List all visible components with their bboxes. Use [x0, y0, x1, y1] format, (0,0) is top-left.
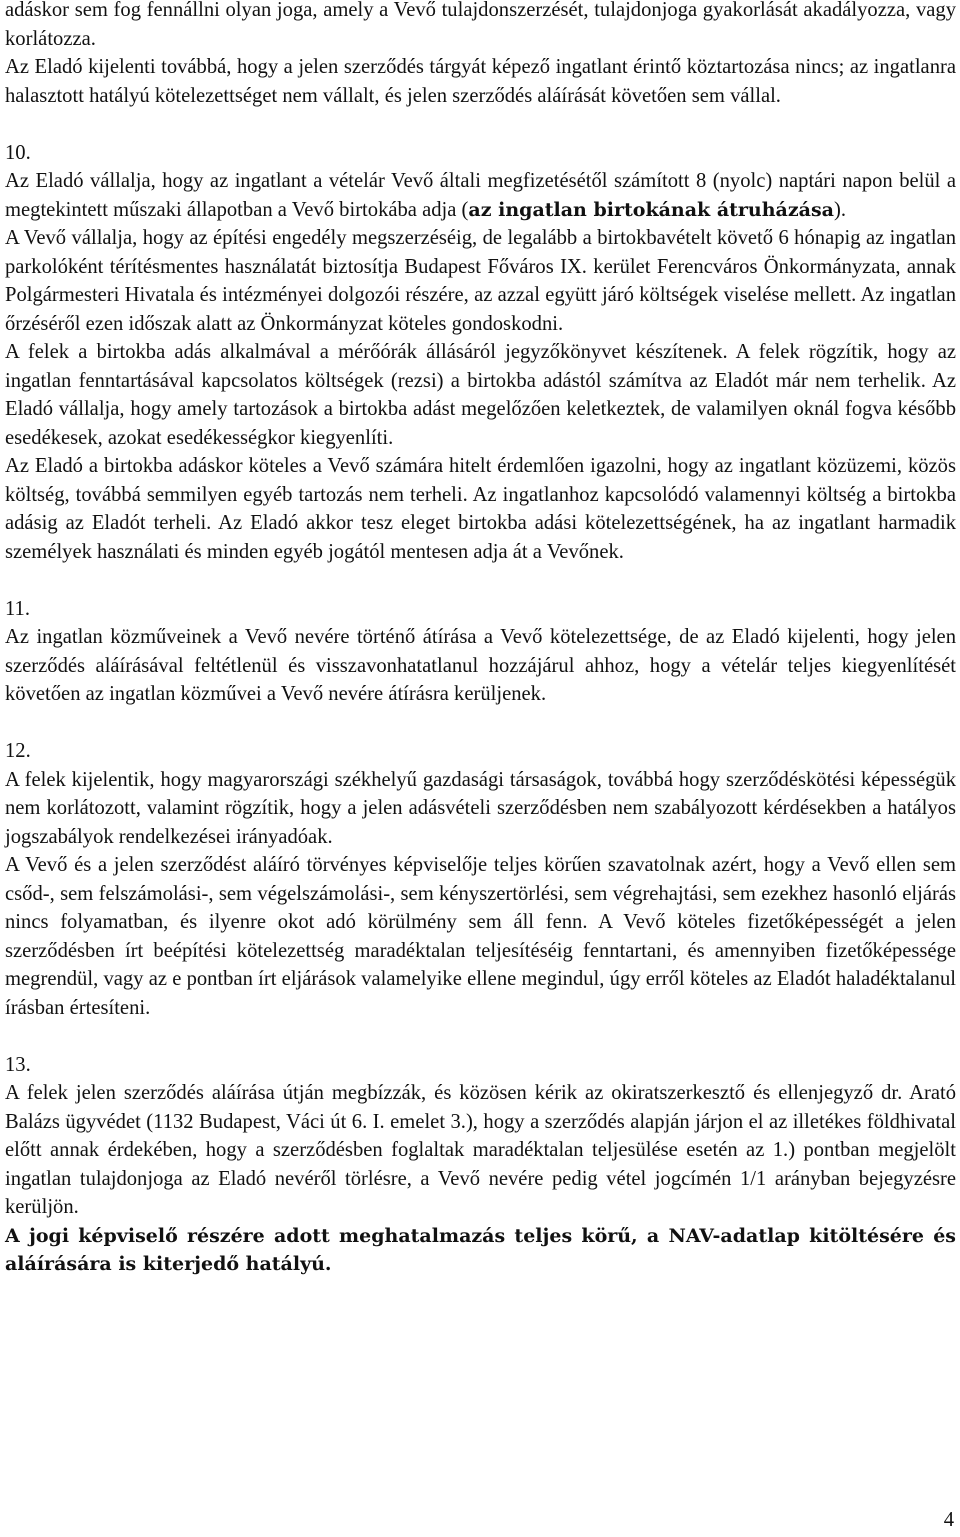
- page-number: 4: [943, 1509, 954, 1531]
- section-13-paragraph-1: A felek jelen szerződés aláírása útján megbízzák, és közösen kérik az okiratszerkesztő és ellenjegyző dr. Arató Balázs ügyvédet (1132 Budapest, Váci út 6. I. emelet 3.), hogy a szerződés alapján járjon el az illetékes földhivatal előtt annak érdekében, hogy a szerződésben foglaltak maradéktalan teljesülése esetén az 1.) pontban megjelölt ingatlan tulajdonjoga az Eladó nevéről törlésre, a Vevő nevére pedig vétel jogcímén 1/1 arányban bejegyzésre kerüljön.: [5, 1082, 956, 1218]
- section-10-paragraph-4: Az Eladó a birtokba adáskor köteles a Vevő számára hitelt érdemlően igazolni, hogy az ingatlant közüzemi, közös költség, továbbá semmilyen egyéb tartozás nem terheli. Az ingatlanhoz kapcsolódó valamennyi költség a birtokba adásig az Eladót terheli. Az Eladó akkor tesz eleget birtokba adási kötelezettségének, ha az ingatlant harmadik személyek használati és minden egyéb jogától mentesen adja át a Vevőnek.: [5, 455, 956, 563]
- document-page: [5, 0, 956, 1279]
- section-12-paragraph-2: A Vevő és a jelen szerződést aláíró törvényes képviselője teljes körűen szavatolnak azért, hogy a Vevő ellen sem csőd-, sem felszámolási-, sem végelszámolási-, sem kényszertörlési, sem végrehajtási, sem ezekhez hasonló eljárás nincs folyamatban, és ilyenre okot adó körülmény sem áll fenn. A Vevő köteles fizetőképességét a jelen szerződésben írt beépítési kötelezettség maradéktalan teljesítéséig fenntartani, és amennyiben fizetőképessége megrendül, vagy az e pontban írt eljárások valamelyike ellene megindul, úgy erről köteles az Eladót haladéktalanul írásban értesíteni.: [5, 854, 956, 1019]
- section-number-11: 11.: [5, 597, 30, 620]
- section-10-paragraph-3: A felek a birtokba adás alkalmával a mérőórák állásáról jegyzőkönyvet készítenek. A felek rögzítik, hogy az ingatlan fenntartásával kapcsolatos költségek (rezsi) a birtokba adástól számítva az Eladót már nem terhelik. Az Eladó vállalja, hogy amely tartozások a birtokba adást megelőzően keletkeztek, de valamilyen oknál fogva később esedékesek, azokat esedékességkor kiegyenlíti.: [5, 341, 956, 449]
- paragraph-top-2: Az Eladó kijelenti továbbá, hogy a jelen szerződés tárgyát képező ingatlant érintő köztartozása nincs; az ingatlanra halasztott hatályú kötelezettséget nem vállalt, és jelen szerződés aláírását követően sem vállal.: [5, 56, 956, 107]
- section-number-12: 12.: [5, 740, 31, 762]
- section-10-paragraph-1-text-a: Az Eladó vállalja, hogy az ingatlant a vételár Vevő általi megfizetésétől számított 8 (nyolc) naptári napon belül a megtekintett műszaki állapotban a Vevő birtokába adja (: [5, 170, 956, 221]
- section-10-paragraph-2: A Vevő vállalja, hogy az építési engedély megszerzéséig, de legalább a birtokbavételt követő 6 hónapig az ingatlan parkolóként térítésmentes használatát biztosítja Budapest Főváros IX. kerület Ferencváros Önkormányzata, annak Polgármesteri Hivatala és intézményei dolgozói részére, az azzal együtt járó költségek viselése mellett. Az ingatlan őrzéséről ezen időszak alatt az Önkormányzat köteles gondoskodni.: [5, 227, 956, 335]
- section-13-paragraph-2-bold: A jogi képviselő részére adott meghatalmazás teljes körű, a NAV-adatlap kitöltésére és aláírására is kiterjedő hatályú.: [5, 1224, 956, 1275]
- section-number-13: 13.: [5, 1053, 31, 1076]
- section-10-paragraph-1-bold: az ingatlan birtokának átruházása: [468, 198, 834, 221]
- section-number-10: 10.: [5, 141, 31, 164]
- section-12-paragraph-1: A felek kijelentik, hogy magyarországi székhelyű gazdasági társaságok, továbbá hogy szerződéskötési képességük nem korlátozott, valamint rögzítik, hogy a jelen adásvételi szerződésben nem szabályozott kérdésekben a hatályos jogszabályok rendelkezései irányadóak.: [5, 768, 956, 848]
- section-10-paragraph-1: [5, 167, 956, 224]
- section-10-paragraph-1-text-b: ).: [833, 198, 846, 221]
- section-11-paragraph-1: Az ingatlan közműveinek a Vevő nevére történő átírása a Vevő kötelezettsége, de az Eladó kijelenti, hogy jelen szerződés aláírásával feltétlenül és visszavonhatatlanul hozzájárul ahhoz, hogy a vételár teljes kiegyenlítését követően az ingatlan közművei a Vevő nevére átírásra kerüljenek.: [5, 626, 956, 705]
- paragraph-top-1: adáskor sem fog fennállni olyan joga, amely a Vevő tulajdonszerzését, tulajdonjoga gyakorlását akadályozza, vagy korlátozza.: [5, 0, 956, 50]
